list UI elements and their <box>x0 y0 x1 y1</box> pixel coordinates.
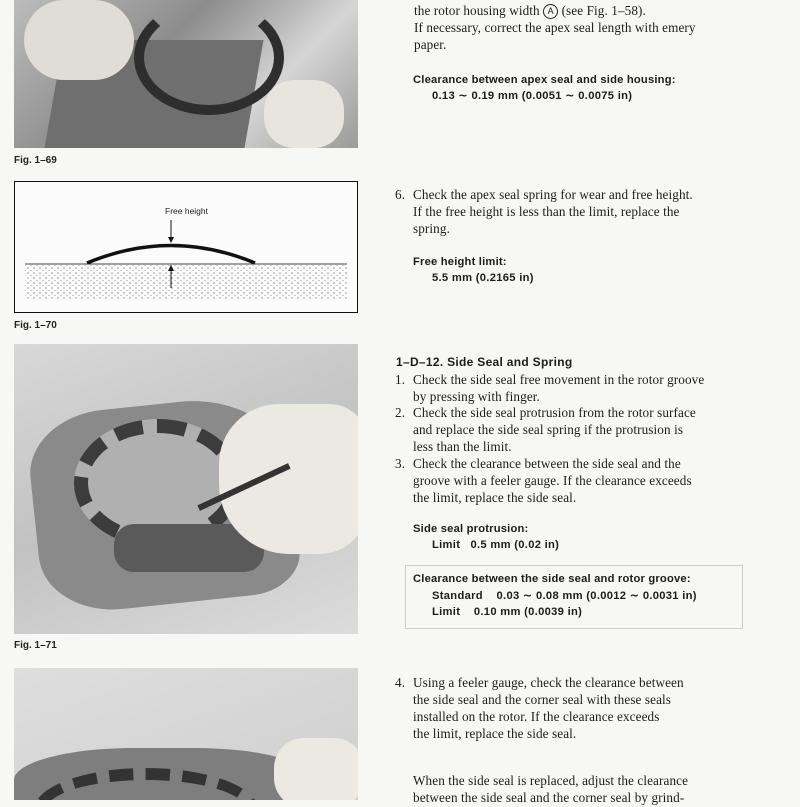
arrow-head-down-icon <box>168 237 174 243</box>
figure-caption: Fig. 1–69 <box>14 155 57 166</box>
intro-line-3: paper. <box>414 37 447 52</box>
figure-caption: Fig. 1–70 <box>14 320 57 331</box>
step-4-line-3: installed on the rotor. If the clearance exceeds <box>413 709 660 724</box>
note-line-2: between the side seal and the corner seal by grind- <box>413 790 685 805</box>
step-6-line-2: If the free height is less than the limit, replace the <box>413 204 680 219</box>
note-line-1: When the side seal is replaced, adjust the clearance <box>413 773 689 788</box>
spec-value: Limit 0.5 mm (0.02 in) <box>432 539 560 551</box>
photo-checking-side-seal <box>14 344 358 634</box>
step-6-line-3: spring. <box>413 221 450 236</box>
spec-title: Clearance between apex seal and side housing: <box>413 74 676 86</box>
hand-shape-right <box>264 80 344 148</box>
step-6-line-1: 6. Check the apex seal spring for wear and free height. <box>395 187 693 202</box>
hand-shape <box>219 404 358 554</box>
spring-arc <box>87 246 255 264</box>
spec-value: 0.13 ∼ 0.19 mm (0.0051 ∼ 0.0075 in) <box>432 90 633 102</box>
photo-checking-corner-seal <box>14 668 358 800</box>
step-4-line-1: 4. Using a feeler gauge, check the clearance between <box>395 675 684 690</box>
intro-line-2: If necessary, correct the apex seal length with emery <box>414 20 696 35</box>
figure-caption: Fig. 1–71 <box>14 640 57 651</box>
step-2-line-1: 2. Check the side seal protrusion from the rotor surface <box>395 405 696 420</box>
step-4-line-4: the limit, replace the side seal. <box>413 726 577 741</box>
spec-value-limit: Limit 0.10 mm (0.0039 in) <box>432 606 583 618</box>
surface-plate <box>25 264 347 300</box>
intro-line-1: the rotor housing width A (see Fig. 1–58). <box>414 3 646 18</box>
spec-value-standard: Standard 0.03 ∼ 0.08 mm (0.0012 ∼ 0.0031 in) <box>432 590 697 602</box>
step-3-line-1: 3. Check the clearance between the side seal and the <box>395 456 681 471</box>
spec-title: Free height limit: <box>413 256 507 268</box>
spec-title: Clearance between the side seal and rotor groove: <box>413 573 691 585</box>
hand-shape <box>274 738 358 800</box>
step-3-line-3: the limit, replace the side seal. <box>413 490 577 505</box>
step-1-line-2: by pressing with finger. <box>413 389 540 404</box>
free-height-diagram <box>14 181 358 313</box>
step-1-line-1: 1. Check the side seal free movement in the rotor groove <box>395 372 705 387</box>
section-heading: 1–D–12. Side Seal and Spring <box>396 355 573 369</box>
spec-title: Side seal protrusion: <box>413 523 529 535</box>
micrometer-shape <box>134 0 284 115</box>
step-2-line-3: less than the limit. <box>413 439 512 454</box>
photo-measuring-apex-seal <box>14 0 358 148</box>
free-height-label: Free height <box>165 206 208 216</box>
step-4-line-2: the side seal and the corner seal with these seals <box>413 692 672 707</box>
marker-a-icon: A <box>543 4 558 19</box>
step-2-line-2: and replace the side seal spring if the protrusion is <box>413 422 684 437</box>
spec-value: 5.5 mm (0.2165 in) <box>432 272 534 284</box>
hand-shape <box>24 0 134 80</box>
step-3-line-2: groove with a feeler gauge. If the clearance exceeds <box>413 473 692 488</box>
